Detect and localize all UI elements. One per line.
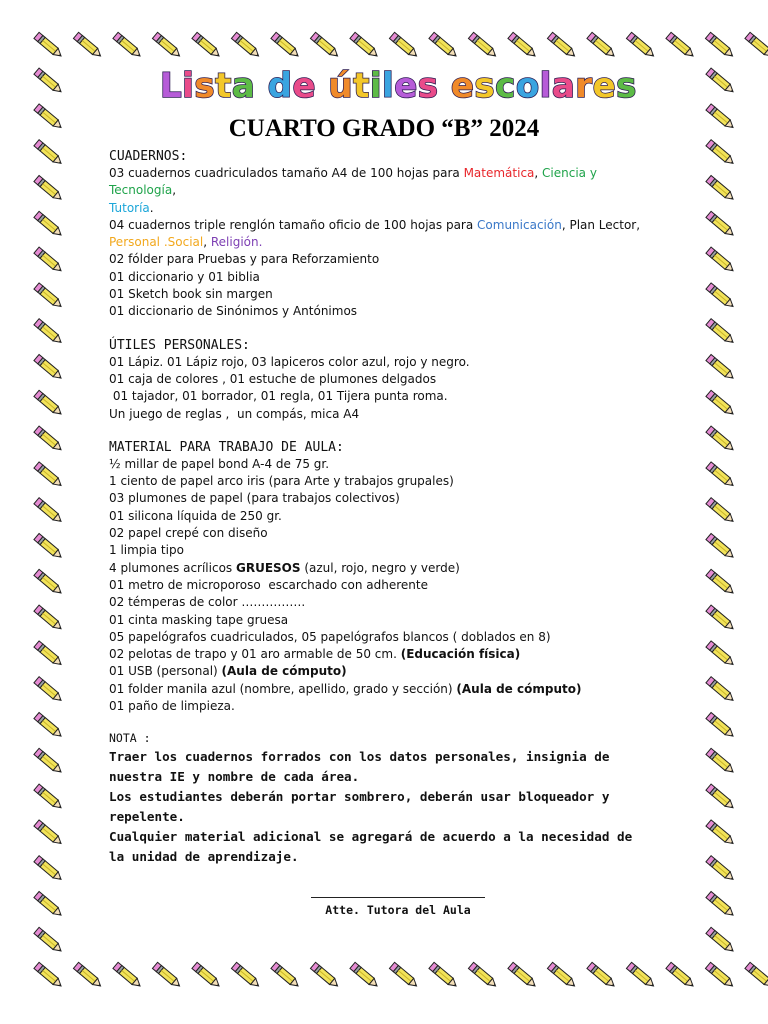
logo-letter: o	[515, 66, 540, 106]
pencil-icon	[34, 891, 64, 918]
pencil-icon	[34, 569, 64, 596]
pencil-icon	[152, 962, 182, 989]
pencil-icon	[34, 712, 64, 739]
pencil-icon	[34, 856, 64, 883]
nota-text-2: Los estudiantes deberán portar sombrero, deberán usar bloqueador y repelente.	[109, 789, 610, 825]
pencil-icon	[706, 927, 736, 954]
pencil-icon	[626, 32, 656, 59]
logo-letter: l	[382, 66, 395, 106]
pencil-icon	[706, 247, 736, 274]
pencil-icon	[34, 140, 64, 167]
logo-letter: l	[539, 66, 552, 106]
pencil-icon	[706, 390, 736, 417]
list-item: 01 metro de microporoso escarchado con adherente	[109, 577, 428, 592]
pencil-icon	[666, 962, 696, 989]
logo-letter: s	[616, 66, 637, 106]
pencil-icon	[468, 962, 498, 989]
section-heading-material: MATERIAL PARA TRABAJO DE AULA:	[109, 439, 344, 455]
pencil-icon	[587, 32, 617, 59]
pencil-icon	[34, 748, 64, 775]
pencil-icon	[231, 962, 261, 989]
logo-letter: e	[394, 66, 418, 106]
pencil-icon	[706, 784, 736, 811]
list-item: 03 plumones de papel (para trabajos colectivos)	[109, 491, 400, 506]
logo-letter: r	[575, 66, 593, 106]
list-item: 05 papelógrafos cuadriculados, 05 papelógrafos blancos ( doblados en 8)	[109, 629, 551, 644]
pencil-icon	[706, 426, 736, 453]
pencil-icon	[34, 498, 64, 525]
pencil-icon	[705, 962, 735, 989]
list-item: 01 diccionario y 01 biblia	[109, 269, 260, 284]
pencil-icon	[706, 569, 736, 596]
list-item: 04 cuadernos triple renglón tamaño oficio de 100 hojas para Comunicación, Plan Lector, Personal .Social, Religión.	[109, 217, 641, 250]
list-item: 02 témperas de color …………….	[109, 595, 306, 610]
section-heading-utiles: ÚTILES PERSONALES:	[109, 337, 250, 353]
pencil-icon	[706, 68, 736, 95]
pencil-icon	[152, 32, 182, 59]
supply-list	[109, 148, 654, 867]
pencil-icon	[706, 211, 736, 238]
pencil-icon	[271, 32, 301, 59]
pencil-icon	[547, 962, 577, 989]
logo-letter: e	[450, 66, 475, 106]
pencil-icon	[508, 32, 538, 59]
pencil-icon	[34, 962, 64, 989]
pencil-icon	[666, 32, 696, 59]
logo-letter	[255, 66, 267, 106]
pencil-icon	[34, 319, 64, 346]
pencil-icon	[706, 354, 736, 381]
list-item: ½ millar de papel bond A-4 de 75 gr.	[109, 456, 330, 471]
logo-letter: s	[194, 66, 216, 106]
pencil-icon	[192, 962, 222, 989]
pencil-icon	[706, 677, 736, 704]
nota-text-3: Cualquier material adicional se agregará de acuerdo a la necesidad de la unidad de aprendizaje.	[109, 829, 633, 865]
pencil-icon	[706, 175, 736, 202]
logo-letter: t	[353, 66, 370, 106]
subject-religion: Religión.	[210, 235, 263, 250]
pencil-icon	[34, 677, 64, 704]
pencil-icon	[192, 32, 222, 59]
pencil-icon	[389, 32, 419, 59]
pencil-icon	[34, 533, 64, 560]
logo-letter: i	[369, 66, 383, 106]
pencil-icon	[34, 354, 64, 381]
nota-label: NOTA :	[109, 731, 151, 746]
grade-title: CUARTO GRADO “B” 2024	[228, 115, 540, 142]
nota-text-1: Traer los cuadernos forrados con los datos personales, insignia de nuestra IE y nombre de cada área.	[109, 749, 610, 785]
pencil-icon	[34, 820, 64, 847]
logo-letter: ú	[328, 66, 354, 106]
subject-comunicacion: Comunicación	[477, 217, 562, 232]
subject-ciencia: Ciencia y Tecnología	[109, 166, 597, 198]
list-item: 1 ciento de papel arco iris (para Arte y trabajos grupales)	[109, 474, 454, 489]
pencil-icon	[113, 32, 143, 59]
pencil-icon	[706, 712, 736, 739]
pencil-icon	[706, 748, 736, 775]
list-item: 02 papel crepé con diseño	[109, 526, 268, 541]
pencil-icon	[34, 927, 64, 954]
pencil-icon	[34, 68, 64, 95]
list-item: 01 Lápiz. 01 Lápiz rojo, 03 lapiceros color azul, rojo y negro.	[109, 354, 470, 369]
list-item: 01 caja de colores , 01 estuche de plumones delgados	[109, 371, 437, 386]
subject-personal-social: Personal .Social	[109, 235, 204, 250]
logo-letter: s	[417, 66, 439, 106]
logo-letter: a	[551, 66, 576, 106]
logo-letter	[316, 66, 328, 106]
list-item: 4 plumones acrílicos GRUESOS (azul, rojo, negro y verde)	[109, 560, 460, 575]
pencil-icon	[73, 962, 103, 989]
list-item: Un juego de reglas , un compás, mica A4	[109, 406, 360, 421]
pencil-icon	[706, 820, 736, 847]
pencil-icon	[34, 426, 64, 453]
pencil-icon	[706, 533, 736, 560]
logo-letter: c	[495, 66, 516, 106]
list-item: 01 folder manila azul (nombre, apellido, grado y sección) (Aula de cómputo)	[109, 681, 582, 696]
pencil-icon	[706, 605, 736, 632]
pencil-icon	[73, 32, 103, 59]
logo-letter: a	[231, 66, 256, 106]
list-item: 01 USB (personal) (Aula de cómputo)	[109, 664, 347, 679]
list-item: 01 Sketch book sin margen	[109, 287, 273, 302]
pencil-icon	[706, 140, 736, 167]
logo-letter: s	[474, 66, 496, 106]
pencil-icon	[310, 962, 340, 989]
list-item: 1 limpia tipo	[109, 543, 184, 558]
pencil-icon	[547, 32, 577, 59]
pencil-icon	[429, 32, 459, 59]
pencil-icon	[706, 891, 736, 918]
pencil-icon	[706, 283, 736, 310]
pencil-icon	[34, 641, 64, 668]
pencil-icon	[389, 962, 419, 989]
pencil-icon	[34, 605, 64, 632]
pencil-icon	[34, 784, 64, 811]
list-item: 01 cinta masking tape gruesa	[109, 612, 289, 627]
pencil-icon	[113, 962, 143, 989]
logo-letter: e	[592, 66, 617, 106]
logo-letter: t	[215, 66, 232, 106]
logo-letter: e	[292, 66, 317, 106]
pencil-icon	[745, 32, 768, 59]
signature: Atte. Tutora del Aula	[325, 903, 471, 917]
list-item: 01 paño de limpieza.	[109, 699, 235, 714]
pencil-icon	[34, 247, 64, 274]
section-heading-cuadernos: CUADERNOS:	[109, 149, 188, 164]
list-item: 01 silicona líquida de 250 gr.	[109, 508, 282, 523]
pencil-icon	[34, 390, 64, 417]
pencil-icon	[745, 962, 768, 989]
pencil-icon	[34, 211, 64, 238]
pencil-icon	[429, 962, 459, 989]
logo-letter	[439, 66, 451, 106]
pencil-icon	[706, 462, 736, 489]
list-item: 02 pelotas de trapo y 01 aro armable de 50 cm. (Educación física)	[109, 647, 521, 662]
pencil-icon	[705, 32, 735, 59]
signature-line	[311, 897, 485, 898]
pencil-icon	[34, 283, 64, 310]
pencil-icon	[587, 962, 617, 989]
logo-letter: L	[160, 66, 183, 106]
pencil-icon	[706, 498, 736, 525]
pencil-icon	[350, 962, 380, 989]
list-item: 02 fólder para Pruebas y para Reforzamiento	[109, 252, 380, 267]
pencil-icon	[310, 32, 340, 59]
pencil-icon	[350, 32, 380, 59]
logo-letter: i	[182, 66, 195, 106]
list-item: 01 diccionario de Sinónimos y Antónimos	[109, 304, 358, 319]
pencil-icon	[706, 856, 736, 883]
subject-matematica: Matemática	[463, 166, 535, 180]
list-title-logo	[160, 66, 637, 116]
list-item: 01 tajador, 01 borrador, 01 regla, 01 Tijera punta roma.	[109, 389, 448, 404]
subject-tutoria: Tutoría	[109, 200, 150, 215]
pencil-icon	[626, 962, 656, 989]
pencil-icon	[34, 175, 64, 202]
pencil-icon	[706, 319, 736, 346]
pencil-icon	[271, 962, 301, 989]
pencil-icon	[231, 32, 261, 59]
list-item: 03 cuadernos cuadriculados tamaño A4 de 100 hojas para Matemática, Ciencia y Tecnología, Tutoría.	[109, 166, 597, 215]
pencil-icon	[34, 462, 64, 489]
pencil-icon	[508, 962, 538, 989]
pencil-icon	[468, 32, 498, 59]
pencil-icon	[34, 32, 64, 59]
pencil-icon	[706, 641, 736, 668]
logo-letter: d	[267, 66, 293, 106]
